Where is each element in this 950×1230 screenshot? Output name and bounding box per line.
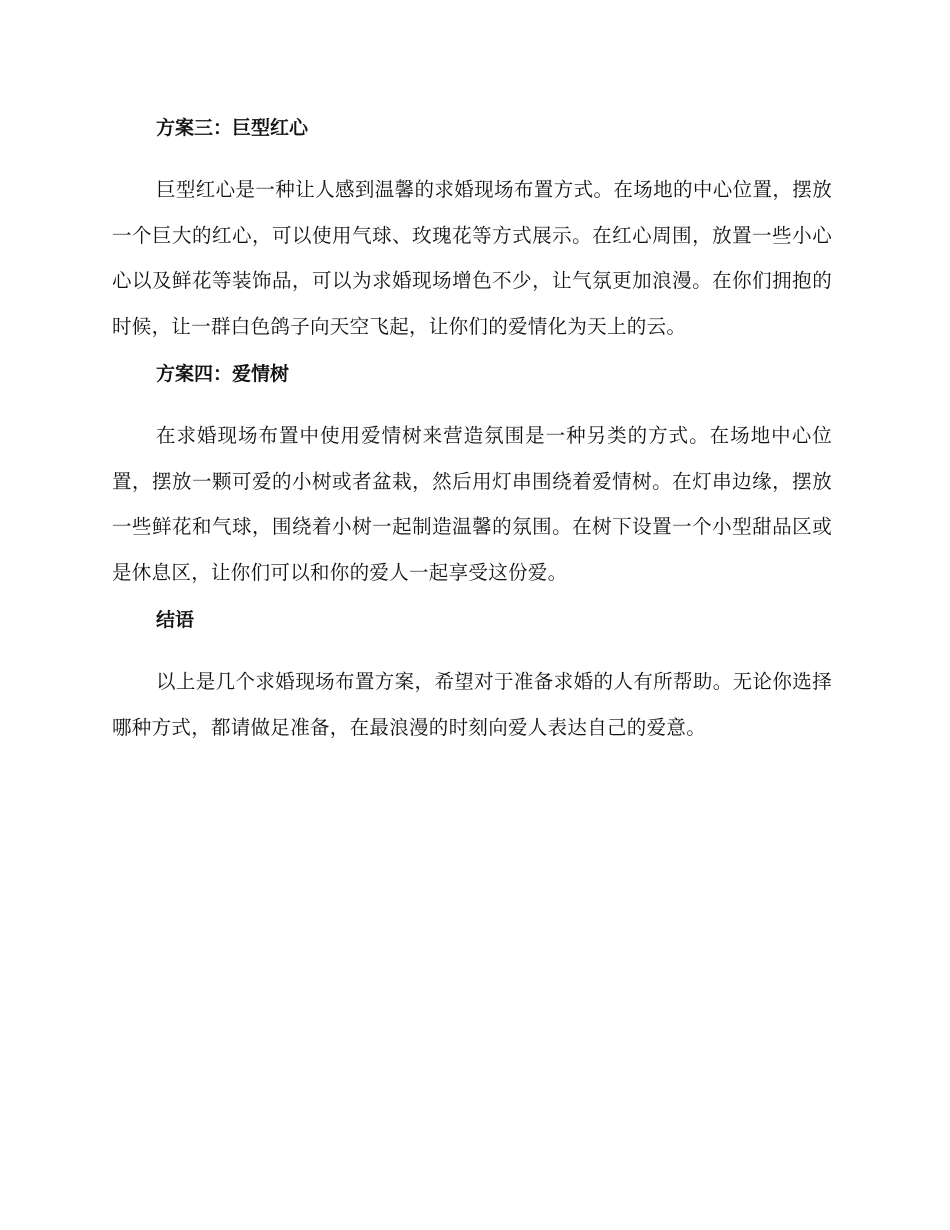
section-paragraph-plan-three: 巨型红心是一种让人感到温馨的求婚现场布置方式。在场地的中心位置，摆放一个巨大的红心，可以使用气球、玫瑰花等方式展示。在红心周围，放置一些小心心以及鲜花等装饰品，可以为求婚现场增色不少，让气氛更加浪漫。在你们拥抱的时候，让一群白色鸽子向天空飞起，让你们的爱情化为天上的云。 [112,178,832,338]
section-paragraph-conclusion: 以上是几个求婚现场布置方案，希望对于准备求婚的人有所帮助。无论你选择哪种方式，都请做足准备，在最浪漫的时刻向爱人表达自己的爱意。 [112,670,832,739]
document-body [112,110,832,757]
section-heading-plan-three: 方案三：巨型红心 [156,117,309,139]
section-heading-plan-four: 方案四：爱情树 [156,363,290,385]
section-paragraph-plan-four: 在求婚现场布置中使用爱情树来营造氛围是一种另类的方式。在场地中心位置，摆放一颗可爱的小树或者盆栽，然后用灯串围绕着爱情树。在灯串边缘，摆放一些鲜花和气球，围绕着小树一起制造温馨的氛围。在树下设置一个小型甜品区或是休息区，让你们可以和你的爱人一起享受这份爱。 [112,424,832,584]
section-heading-conclusion: 结语 [156,609,195,631]
